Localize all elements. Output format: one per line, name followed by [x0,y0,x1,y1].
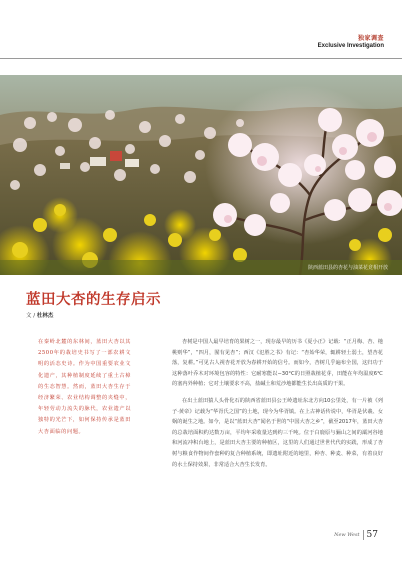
hero-photo [0,75,402,275]
author-prefix: 文 / [26,313,37,319]
body-paragraph: 在出土蓝田猿人头骨化石的陕西省蓝田县公王岭遗址东北方向10公里处，有一片被《列子·黄帝》记载为“华胥氏之国”的土地，现今为华胥镇。在上古神话传说中，华胥是伏羲、女娲的诞生之地。如今，是以“蓝田大杏”闻名于世的“中国大杏之乡”，截至2017年，蓝田大杏的总栽培面积约达数万亩，平均年采收量达到约三千吨。位于白鹿原与骊山之间的灞河谷地和河流冲积台地上，是蓝田大杏主要的种植区，这里的人们通过世世代代的实践，形成了杏树与粮食作物间作套种的复合种植系统，即遗址附近的地里，种杏、种麦、种菜，有着良好的水土保持效果，非常适合大杏生长发育。 [172,397,383,468]
body-paragraph: 杏树是中国人最早培育的果树之一，现存最早的历书《夏小正》记载：“正月梅、杏、杝桃则华”，“四月，囿有见杏”；西汉《氾胜之书》有记：“杏始华荣，辄耕轻土弱土，望杏花落，复耕。”可见古人视杏花开放为春耕开始的信号。而如今，杏树几乎遍布全国，这归功于这种落叶乔木对环境包容的特性：它耐寒能以−30°C的日照栽植花芽，田能在年均温度6℃的塞内外种植；它对土壤要求不高，盐碱土和荒沙地都能生长出高质的干果。 [172,339,383,388]
page-number: 57 [363,530,378,540]
section-title-cn: 独家调查 [357,35,384,42]
header-divider [0,58,402,59]
section-header [318,33,384,49]
author-name: 杜林杰 [36,313,54,319]
page-footer [334,530,378,540]
article-title: 蓝田大杏的生存启示 [26,292,161,308]
article-body [172,337,383,476]
photo-caption: 陕西蓝田县的杏花与油菜花竞相开放 [307,265,388,271]
magazine-name: New West [334,532,360,538]
article-intro: 在秦岭北麓的东林间，蓝田大杏以其2500年的栽培史书写了一部农耕文明的活态史诗。作为中国重要农业文化遗产，其种植制度延续了重土古樟的生态智慧。然而，蓝田大杏生存于经济繁荣、农业结构调整的夹缝中，年轻劳动力流失的脉代，农业遗产以独特的光芒下，如何保持传承是蓝田大杏面临的问题。 [38,339,131,435]
section-title-en: Exclusive Investigation [317,43,384,49]
article-author [26,311,53,319]
